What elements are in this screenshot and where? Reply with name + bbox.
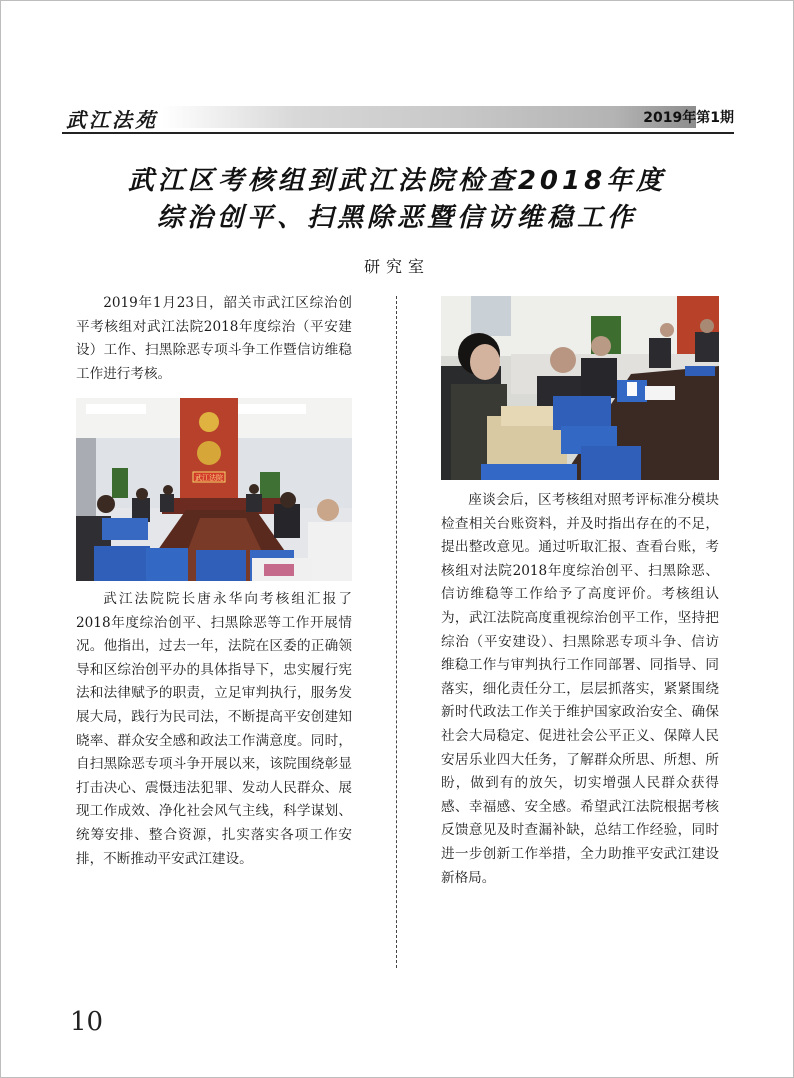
journal-name: 武江法苑 [66,108,158,132]
header-gradient-bar [162,106,696,128]
paragraph-intro: 2019年1月23日，韶关市武江区综治创平考核组对武江法院2018年度综治（平安建设）工作、扫黑除恶专项斗争工作暨信访维稳工作进行考核。 [76,295,352,382]
paragraph-president-report: 武江法院院长唐永华向考核组汇报了2018年度综治创平、扫黑除恶等工作开展情况。他指出，过去一年，法院在区委的正确领导和区综治创平办的具体指导下，忠实履行宪法和法律赋予的职责，立足审判执行，服务发展大局，践行为民司法，不断提高平安创建知晓率、群众安全感和政法工作满意度。同时，自扫黑除恶专项斗争开展以来，该院围绕彰显打击决心、震慑违法犯罪、发动人民群众、展现工作成效、净化社会风气主线，科学谋划、统筹安排、整合资源，扎实落实各项工作安排，不断推动平安武江建设。 [76,591,352,867]
page-number: 10 [70,1007,104,1037]
header-rule [62,132,734,134]
paragraph-assessment: 座谈会后，区考核组对照考评标准分模块检查相关台账资料，并及时指出存在的不足，提出整改意见。通过听取汇报、查看台账，考核组对法院2018年度综治创平、扫黑除恶、信访维稳等工作给予了高度评价。考核组认为，武江法院高度重视综治创平工作，坚持把综治（平安建设）、扫黑除恶专项斗争、信访维稳工作与审判执行工作同部署、同指导、同落实，细化责任分工，层层抓落实，紧紧围绕新时代政法工作关于维护国家政治安全、确保社会大局稳定、促进社会公平正义、保障人民安居乐业四大任务，了解群众所思、所想、所盼，做到有的放矢，切实增强人民群众获得感、幸福感、安全感。希望武江法院根据考核反馈意见及时查漏补缺，总结工作经验，同时进一步创新工作举措，全力助推平安武江建设新格局。 [441,492,719,886]
photo-sign-text: 武江法院 [195,474,223,482]
article-title-line-2: 综治创平、扫黑除恶暨信访维稳工作 [156,203,637,233]
column-divider [396,296,397,968]
article-author: 研究室 [363,257,430,276]
article-title-line-1: 武江区考核组到武江法院检查2018年度 [127,166,667,196]
page-header [62,100,734,134]
photo-meeting-room [76,398,352,581]
photo-document-review [441,296,719,480]
issue-number: 2019年第1期 [643,110,734,126]
